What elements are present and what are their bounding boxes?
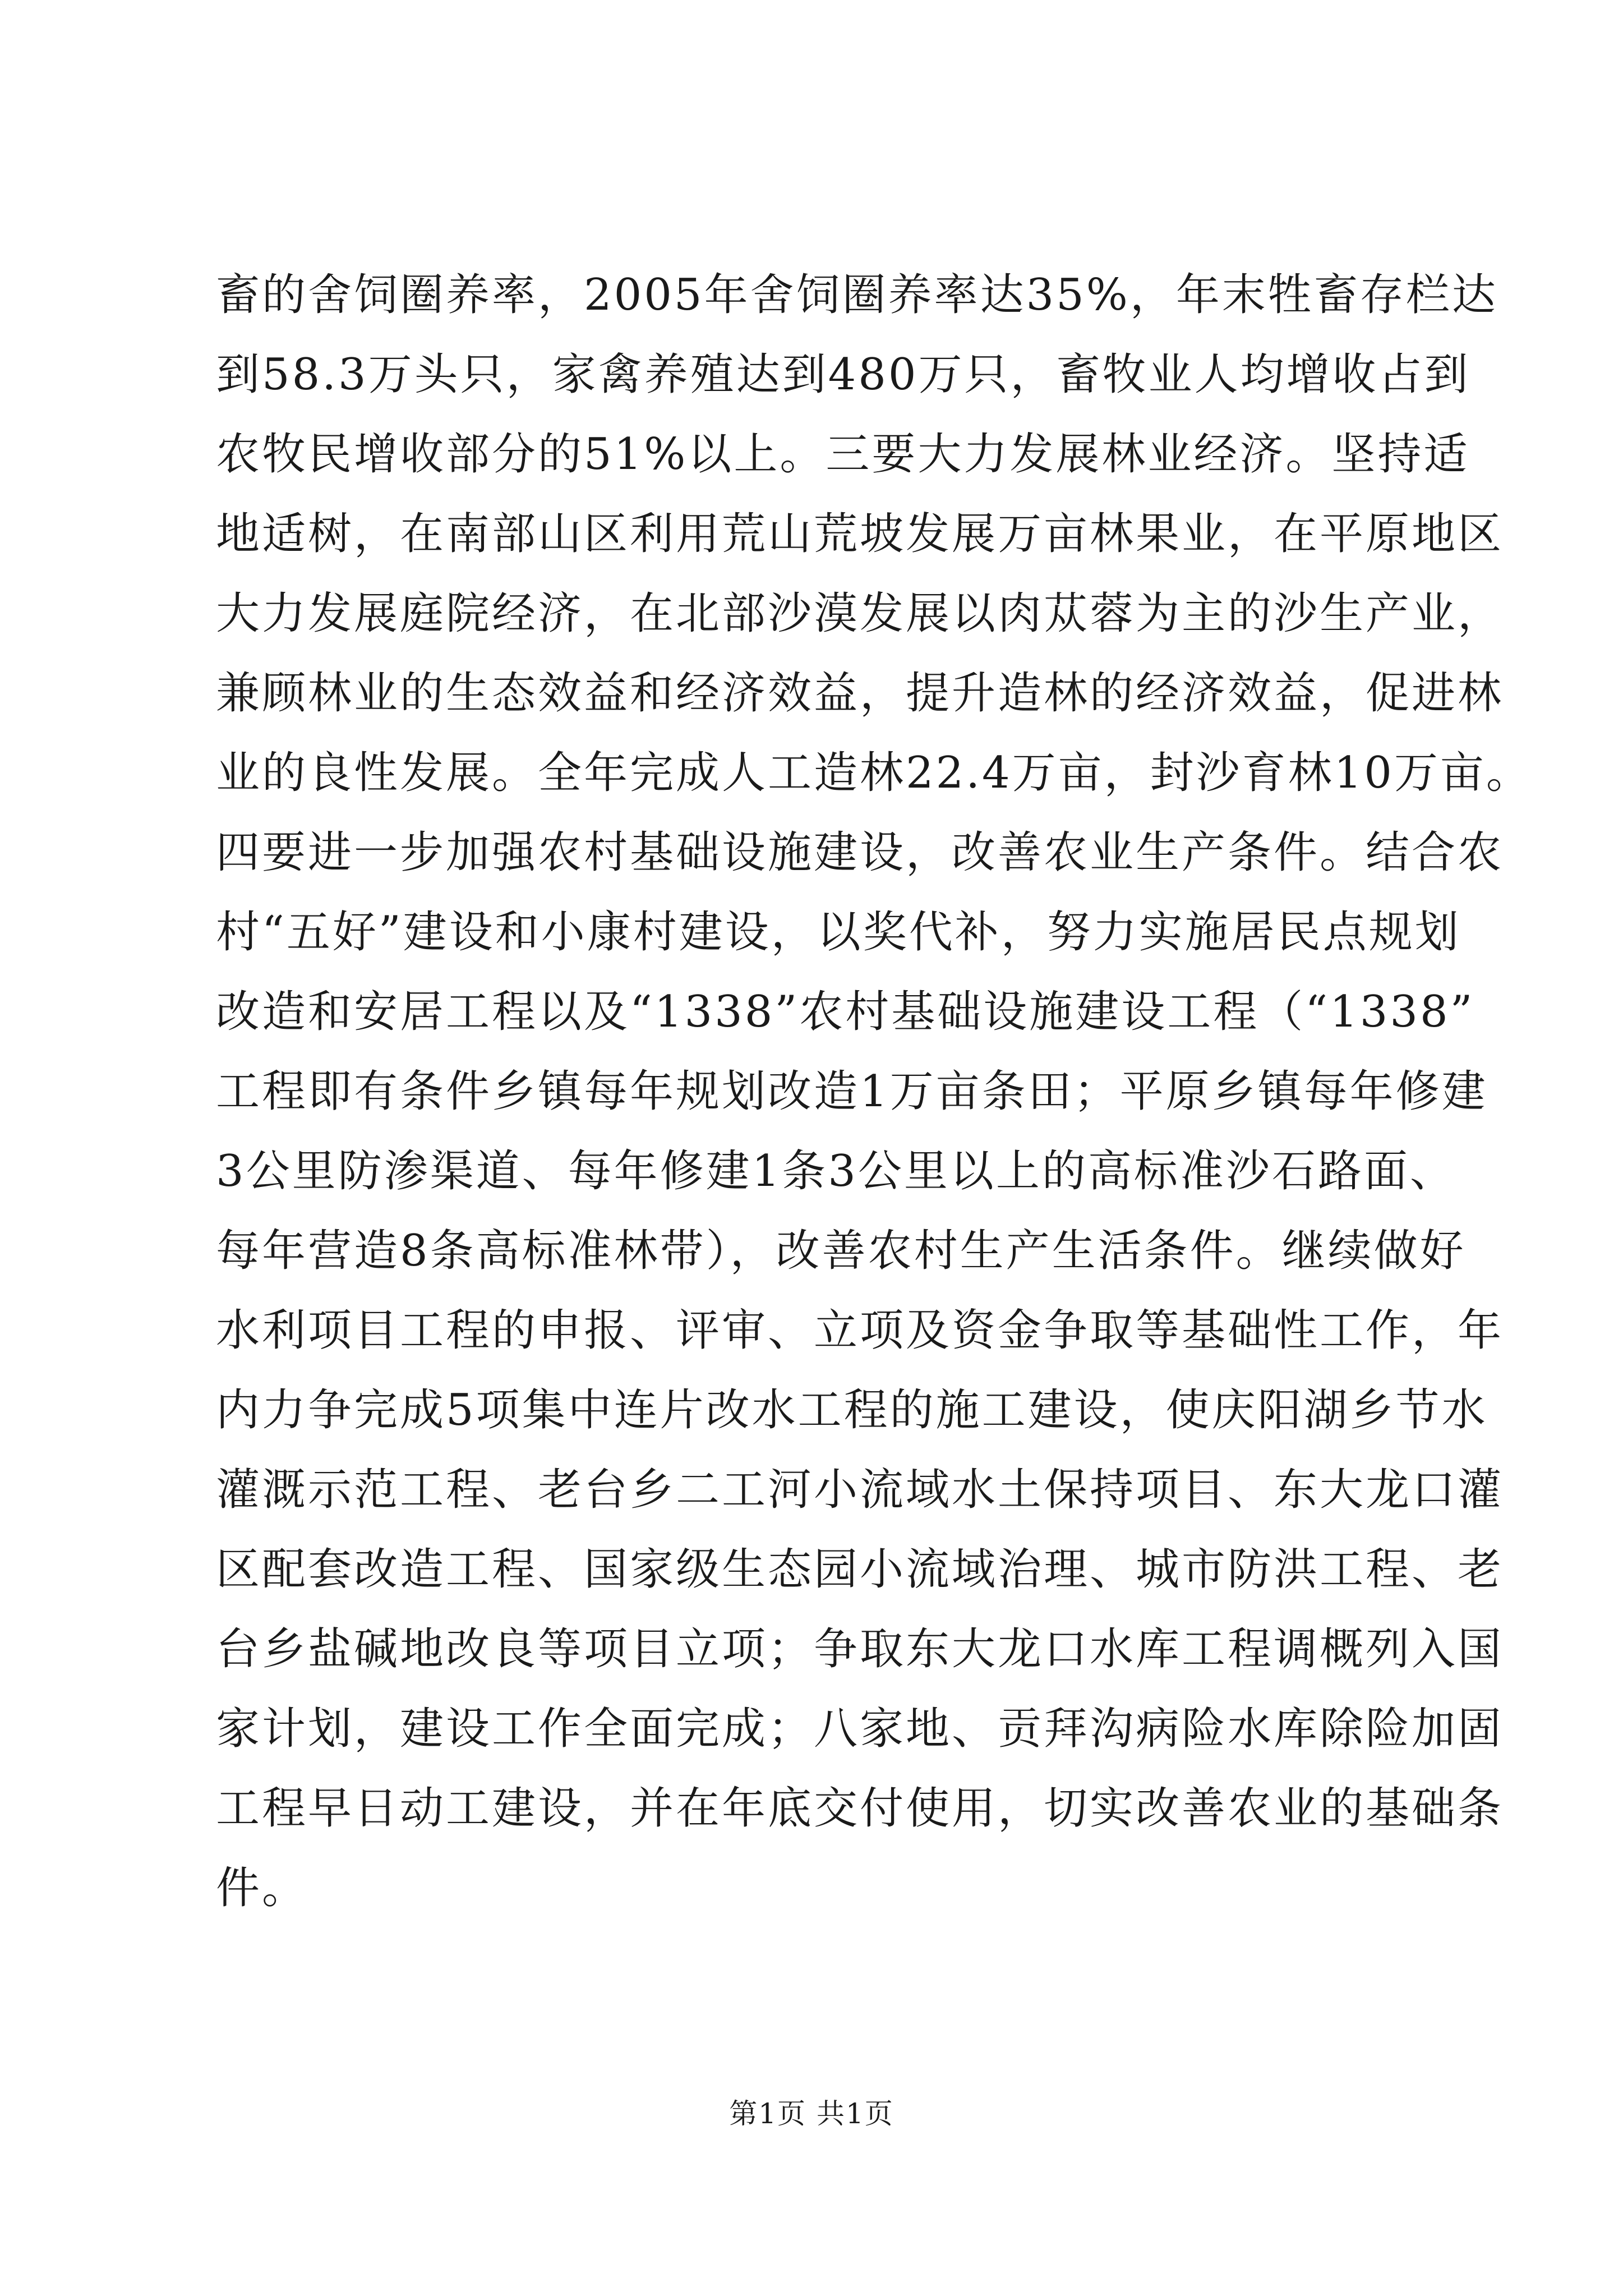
text-line: 到58.3万头只，家禽养殖达到480万只，畜牧业人均增收占到 [216,349,1470,400]
text-line: 台乡盐碱地改良等项目立项；争取东大龙口水库工程调概列入国 [216,1624,1504,1674]
text-line: 农牧民增收部分的51%以上。三要大力发展林业经济。坚持适 [216,429,1470,480]
text-line: 区配套改造工程、国家级生态园小流域治理、城市防洪工程、老 [216,1544,1504,1595]
text-line: 件。 [216,1863,308,1913]
text-line: 内力争完成5项集中连片改水工程的施工建设，使庆阳湖乡节水 [216,1385,1488,1435]
text-line: 水利项目工程的申报、评审、立项及资金争取等基础性工作，年 [216,1305,1504,1356]
text-line: 四要进一步加强农村基础设施建设，改善农业生产条件。结合农 [216,827,1504,878]
text-line: 工程即有条件乡镇每年规划改造1万亩条田；平原乡镇每年修建 [216,1066,1488,1117]
page-footer: 第1页 共1页 [729,2097,894,2130]
text-line: 改造和安居工程以及“1338”农村基础设施建设工程（“1338” [216,987,1475,1037]
text-line: 灌溉示范工程、老台乡二工河小流域水土保持项目、东大龙口灌 [216,1465,1504,1515]
text-line: 工程早日动工建设，并在年底交付使用，切实改善农业的基础条 [216,1783,1504,1834]
text-line: 业的良性发展。全年完成人工造林22.4万亩，封沙育林10万亩。 [216,748,1532,798]
text-line: 地适树，在南部山区利用荒山荒坡发展万亩林果业，在平原地区 [216,509,1504,559]
body-text [216,255,1532,1928]
text-line: 村“五好”建设和小康村建设，以奖代补，努力实施居民点规划 [216,907,1461,958]
text-line: 大力发展庭院经济，在北部沙漠发展以肉苁蓉为主的沙生产业， [216,588,1504,639]
text-line: 3公里防渗渠道、每年修建1条3公里以上的高标准沙石路面、 [216,1146,1456,1197]
text-line: 家计划，建设工作全面完成；八家地、贡拜沟病险水库除险加固 [216,1704,1504,1754]
text-line: 每年营造8条高标准林带），改善农村生产生活条件。继续做好 [216,1226,1466,1276]
text-line: 畜的舍饲圈养率，2005年舍饲圈养率达35%，年末牲畜存栏达 [216,270,1498,320]
text-line: 兼顾林业的生态效益和经济效益，提升造林的经济效益，促进林 [216,668,1504,719]
